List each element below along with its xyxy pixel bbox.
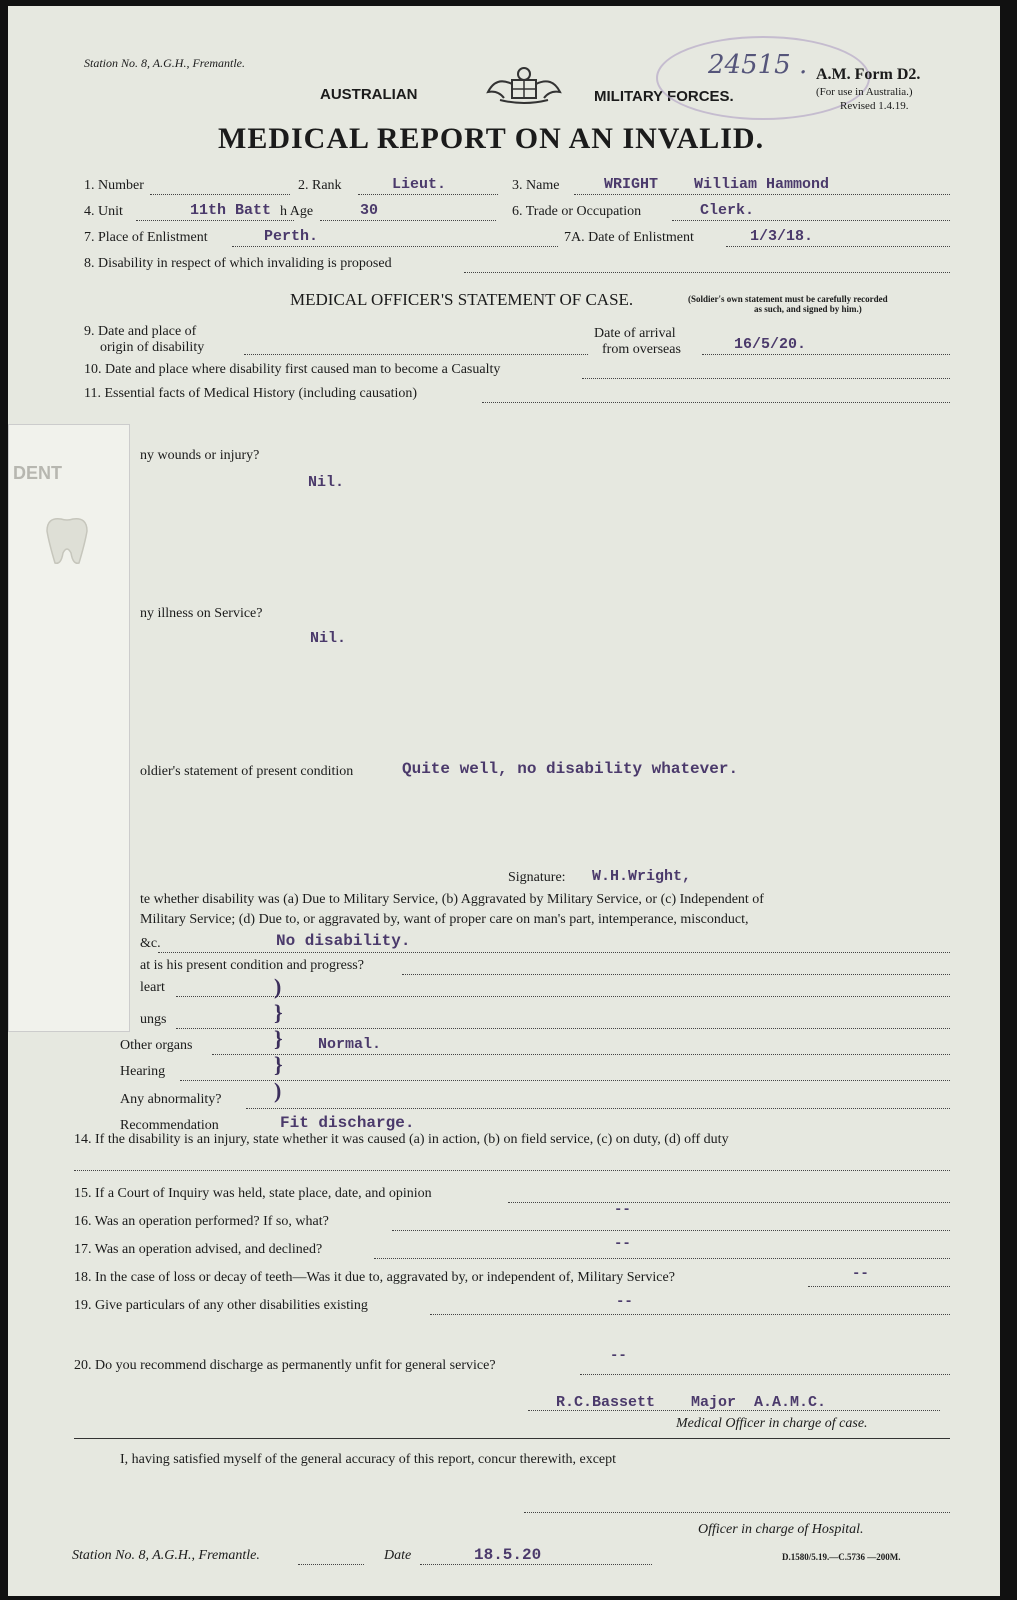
tooth-icon	[39, 513, 95, 574]
rank-label: 2. Rank	[298, 178, 342, 193]
q18-label: 18. In the case of loss or decay of teeth—Was it due to, aggravated by, or independent of, Military Service?	[74, 1270, 675, 1285]
coat-of-arms-icon	[482, 62, 566, 111]
arrival-label-2: from overseas	[602, 342, 681, 357]
dental-slip-overlay	[8, 424, 130, 1032]
footer-station: Station No. 8, A.G.H., Fremantle.	[72, 1548, 260, 1563]
header-australian: AUSTRALIAN	[320, 86, 418, 103]
statement-heading: MEDICAL OFFICER'S STATEMENT OF CASE.	[290, 290, 634, 309]
q14-label: 14. If the disability is an injury, state whether it was caused (a) in action, (b) on field service, (c) on duty, (d) off duty	[74, 1132, 729, 1147]
footer-date-label: Date	[384, 1548, 412, 1563]
illness-question: ny illness on Service?	[140, 606, 263, 621]
page-title: MEDICAL REPORT ON AN INVALID.	[218, 122, 765, 155]
header-military-forces: MILITARY FORCES.	[594, 88, 734, 105]
q16-answer: --	[614, 1202, 631, 1218]
other-organs-label: Other organs	[120, 1038, 193, 1053]
form-sheet	[8, 6, 1000, 1596]
age-label: h Age	[280, 204, 314, 219]
organs-value: Normal.	[318, 1036, 382, 1053]
recommendation-label: Recommendation	[120, 1118, 219, 1133]
wounds-answer: Nil.	[308, 474, 345, 491]
name-value: WRIGHT William Hammond	[604, 176, 830, 193]
arrival-label: Date of arrival	[594, 326, 676, 341]
signature-label: Signature:	[508, 870, 566, 885]
statement-note: (Soldier's own statement must be carefully recorded	[688, 294, 888, 304]
q12-line-2: Military Service; (d) Due to, or aggravated by, want of proper care on man's part, intemperance, misconduct,	[140, 912, 749, 927]
unit-label: 4. Unit	[84, 204, 123, 219]
rank-value: Lieut.	[392, 176, 447, 193]
form-number: A.M. Form D2.	[816, 66, 921, 83]
footer-date-value: 18.5.20	[474, 1546, 542, 1564]
officer-in-charge-caption: Officer in charge of Hospital.	[698, 1522, 864, 1537]
illness-answer: Nil.	[310, 630, 347, 647]
station-header: Station No. 8, A.G.H., Fremantle.	[84, 56, 245, 70]
number-label: 1. Number	[84, 178, 144, 193]
q10-label: 10. Date and place where disability first caused man to become a Casualty	[84, 362, 501, 377]
q11-label: 11. Essential facts of Medical History (including causation)	[84, 386, 418, 401]
medical-officer-caption: Medical Officer in charge of case.	[676, 1416, 868, 1431]
q19-label: 19. Give particulars of any other disabilities existing	[74, 1298, 368, 1313]
print-reference: D.1580/5.19.—C.5736 —200M.	[782, 1552, 901, 1562]
lungs-label: ungs	[140, 1012, 167, 1027]
q12-line-1: te whether disability was (a) Due to Military Service, (b) Aggravated by Military Service, or (c) Independent of	[140, 892, 764, 907]
concur-text: I, having satisfied myself of the general accuracy of this report, concur therewith, except	[120, 1452, 617, 1467]
medical-officer-signature: R.C.Bassett Major A.A.M.C.	[556, 1394, 827, 1411]
wounds-question: ny wounds or injury?	[140, 448, 260, 463]
organs-brace: ) } } } )	[274, 974, 283, 1103]
heart-label: leart	[140, 980, 165, 995]
q17-answer: --	[614, 1236, 631, 1252]
q20-label: 20. Do you recommend discharge as permanently unfit for general service?	[74, 1358, 496, 1373]
q12-answer: No disability.	[276, 932, 411, 950]
age-value: 30	[360, 202, 379, 219]
dental-slip-label: DENT	[13, 463, 62, 483]
name-label: 3. Name	[512, 178, 560, 193]
q19-answer: --	[616, 1294, 633, 1310]
present-condition-answer: Quite well, no disability whatever.	[402, 760, 739, 778]
trade-label: 6. Trade or Occupation	[512, 204, 642, 219]
q16-label: 16. Was an operation performed? If so, what?	[74, 1214, 329, 1229]
q18-answer: --	[852, 1266, 869, 1282]
q13-label: at is his present condition and progress?	[140, 958, 364, 973]
q17-label: 17. Was an operation advised, and declined?	[74, 1242, 323, 1257]
handwritten-number: 24515 .	[708, 50, 808, 80]
q9-label-2: origin of disability	[100, 340, 205, 355]
recommendation-value: Fit discharge.	[280, 1114, 415, 1132]
hearing-label: Hearing	[120, 1064, 166, 1079]
place-enlistment-value: Perth.	[264, 228, 319, 245]
form-revised: Revised 1.4.19.	[840, 100, 909, 112]
q15-label: 15. If a Court of Inquiry was held, state place, date, and opinion	[74, 1186, 432, 1201]
divider	[74, 1438, 950, 1439]
form-use-note: (For use in Australia.)	[816, 86, 913, 98]
statement-note-2: as such, and signed by him.)	[754, 304, 862, 314]
trade-value: Clerk.	[700, 202, 755, 219]
date-enlistment-value: 1/3/18.	[750, 228, 814, 245]
place-enlistment-label: 7. Place of Enlistment	[84, 230, 208, 245]
date-enlistment-label: 7A. Date of Enlistment	[564, 230, 694, 245]
soldier-signature: W.H.Wright,	[592, 868, 692, 885]
q9-label: 9. Date and place of	[84, 324, 197, 339]
arrival-value: 16/5/20.	[734, 336, 807, 353]
abnormality-label: Any abnormality?	[120, 1092, 222, 1107]
number-line	[150, 194, 290, 195]
present-condition-question: oldier's statement of present condition	[140, 764, 354, 779]
q12-line-3: &c.	[140, 936, 161, 951]
unit-value: 11th Batt	[190, 202, 272, 219]
disability-label: 8. Disability in respect of which invaliding is proposed	[84, 256, 392, 271]
q20-answer: --	[610, 1348, 627, 1364]
